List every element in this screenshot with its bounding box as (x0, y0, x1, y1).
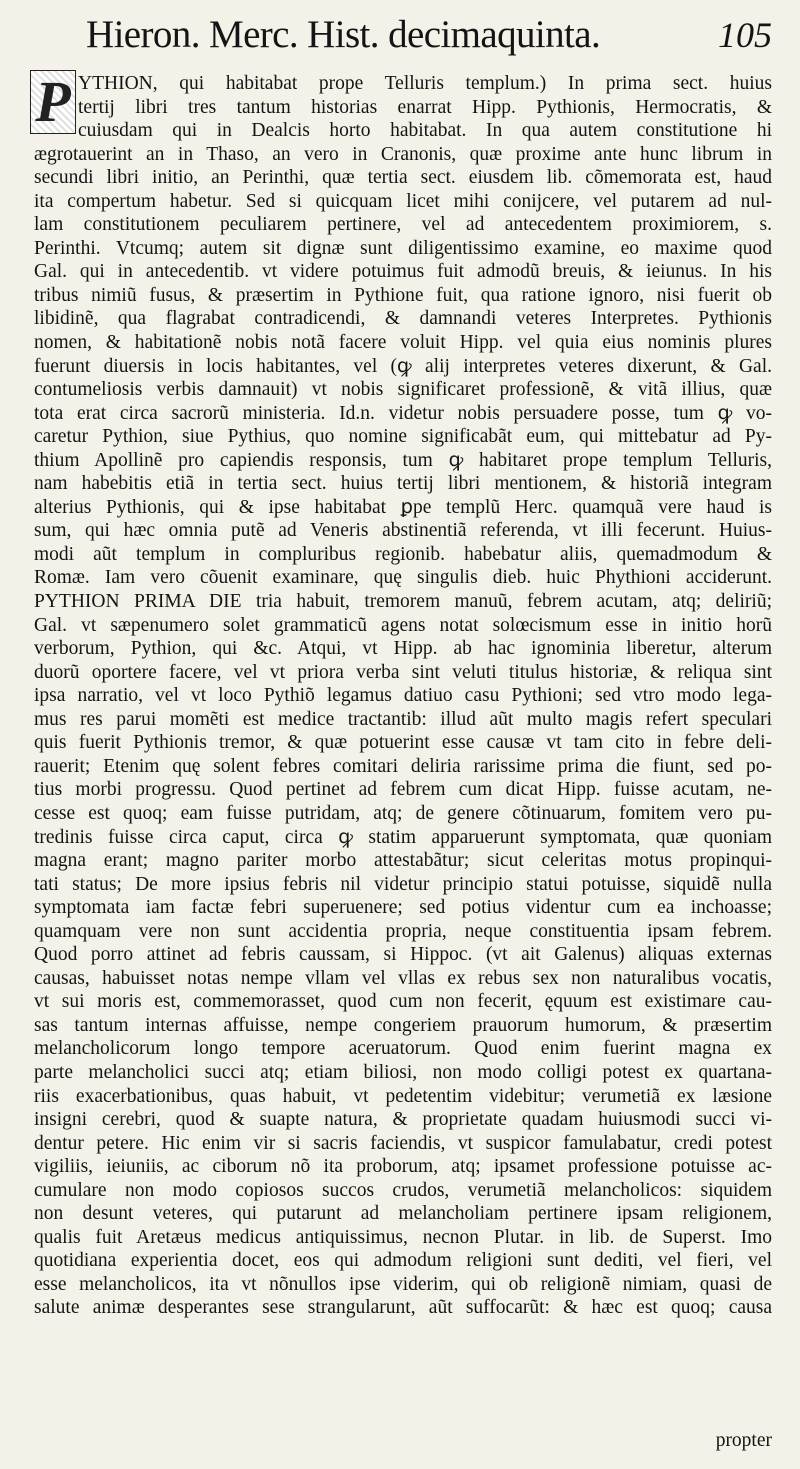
text-line: duorũ oportere facere, vel vt priora verba sint veluti titulus historiæ, & reliqua sint (34, 661, 772, 683)
text-line: secundi libri initio, an Perinthi, quæ tertia sect. eiusdem lib. cõmemorata est, haud (34, 167, 772, 189)
text-line: verborum, Pythion, qui &c. Atqui, vt Hipp. ab hac ignominia liberetur, alterum (34, 638, 772, 660)
body-text (34, 69, 772, 1320)
text-line: nam habebitis etiã in tertia sect. huius tertij libri mentionem, & historiã integram (34, 473, 772, 495)
text-line: tati status; De more ipsius febris nil videtur principio statui potuisse, siquidẽ nulla (34, 873, 772, 895)
text-line: PYTHION PRIMA DIE tria habuit, tremorem manuũ, febrem acutam, atq; deliriũ; (34, 591, 772, 613)
text-line: esse melancholicos, ita vt nõnullos ipse viderim, qui ob religionẽ nimiam, quasi de (34, 1273, 772, 1295)
text-line: Perinthi. Vtcumq; autem sit dignæ sunt diligentissimo examine, eo maxime quod (34, 237, 772, 259)
text-line: nomen, & habitationẽ nobis notã facere voluit Hipp. vel quia eius nominis plures (34, 332, 772, 354)
text-line: Romæ. Iam vero cõuenit examinare, quę singulis dieb. huic Phythioni acciderunt. (34, 567, 772, 589)
text-line: dentur petere. Hic enim vir si sacris faciendis, vt suspicor famulabatur, credi potest (34, 1132, 772, 1154)
text-line: tredinis fuisse circa caput, circa ꝙ statim apparuerunt symptomata, quæ quoniam (34, 826, 772, 848)
text-line: vigiliis, ieiuniis, ac ciborum nõ ita proborum, atq; ipsamet professione potuisse ac- (34, 1156, 772, 1178)
text-line: quamquam vere non sunt accidentia propria, neque constituentia ipsam febrem. (34, 920, 772, 942)
text-line: tribus nimiũ fusus, & præsertim in Pythione fuit, qua ratione ignoro, nisi fuerit ob (34, 284, 772, 306)
text-line: Gal. vt sæpenumero solet grammaticũ agens notat solœcismum esse in initio horũ (34, 614, 772, 636)
text-line: ægrotauerint an in Thaso, an vero in Cranonis, quæ proxime ante hunc librum in (34, 143, 772, 165)
text-line: ita compertum habetur. Sed si quicquam licet mihi conijcere, vel putarem ad nul- (34, 190, 772, 212)
running-head: Hieron. Merc. Hist. decimaquinta. (86, 13, 601, 56)
page-number: 105 (718, 15, 772, 55)
text-line: mus res parui momẽti est medice tractantib: illud aũt multo magis refert speculari (34, 708, 772, 730)
text-line: caretur Pythion, siue Pythius, quo nomine significabãt eum, qui mittebatur ad Py- (34, 426, 772, 448)
text-line: qualis fuit Aretæus medicus antiquissimus, necnon Plutar. in lib. de Superst. Imo (34, 1226, 772, 1248)
text-line: Gal. qui in antecedentib. vt videre potuimus fuit admodũ breuis, & ieiunus. In his (34, 261, 772, 283)
text-line: vt sui moris est, commemorasset, quod cum non fecerit, ęquum est existimare cau- (34, 991, 772, 1013)
text-line: YTHION, qui habitabat prope Telluris templum.) In prima sect. huius (78, 73, 772, 94)
text-line: parte melancholici succi atq; etiam biliosi, non modo colligi potest ex quartana- (34, 1061, 772, 1083)
text-line: cumulare non modo copiosos succos crudos, verumetiã melancholicos: siquidem (34, 1179, 772, 1201)
text-line: causas, habuisset notas nempe vllam vel vllas ex rebus sex non naturalibus vocatis, (34, 967, 772, 989)
text-line: riis exacerbationibus, quas habuit, vt pedetentim videbitur; verumetiã ex læsione (34, 1085, 772, 1107)
text-line: lam constitutionem peculiarem pertinere, vel ad antecedentem proximiorem, s. (34, 214, 772, 236)
text-line: salute animæ desperantes sese strangularunt, aũt suffocarũt: & hæc est quoq; causa (34, 1297, 772, 1319)
text-line: rauerit; Etenim quę solent febres comitari deliria rarissime prima die fiunt, sed po- (34, 755, 772, 777)
book-page (34, 12, 772, 1462)
text-line: quis fuerit Pythionis tremor, & quæ potuerint esse causæ vt tam cito in febre deli- (34, 732, 772, 754)
text-line: ipsa narratio, vel vt loco Pythiõ legamus datiuo casu Pythioni; sed vtro modo lega- (34, 685, 772, 707)
text-line: modi aũt templum in compluribus regionib. habebatur aliis, quemadmodum & (34, 543, 772, 565)
text-line: libidinẽ, qua flagrabat contradicendi, & damnandi veteres Interpretes. Pythionis (34, 308, 772, 330)
text-line: sas tantum internas affuisse, nempe congeriem prauorum humorum, & præsertim (34, 1014, 772, 1036)
text-line: symptomata iam factæ febri superuenere; sed potius videntur cum ea inchoasse; (34, 897, 772, 919)
text-line: cuiusdam qui in Dealcis horto habitabat. In qua autem constitutione hi (78, 120, 772, 142)
text-line: alterius Pythionis, qui & ipse habitabat ꝑpe templũ Herc. quamquã vere haud is (34, 496, 772, 518)
decorated-initial: P (30, 70, 76, 134)
text-line: melancholicorum longo tempore aceruatorum. Quod enim fuerint magna ex (34, 1038, 772, 1060)
text-line: sum, qui hæc omnia putẽ ad Veneris abstinentiã referenda, vt illi fecerunt. Huius- (34, 520, 772, 542)
text-line: thium Apollinẽ pro capiendis responsis, tum ꝙ habitaret prope templum Telluris, (34, 449, 772, 471)
text-line: fuerunt diuersis in locis habitantes, vel (ꝙ alij interpretes veteres dixerunt, & Gal. (34, 355, 772, 377)
text-line: cesse est quoq; eam fuisse putridam, atq; de genere cõtinuarum, fomitem vero pu- (34, 802, 772, 824)
text-line: tertij libri tres tantum historias enarrat Hipp. Pythionis, Hermocratis, & (78, 96, 772, 118)
text-line: non desunt veteres, qui putarunt ad melancholiam pertinere ipsam religionem, (34, 1203, 772, 1225)
text-line: tota erat circa sacrorũ ministeria. Id.n. videtur nobis persuadere posse, tum ꝙ vo- (34, 402, 772, 424)
text-line: quotidiana experientia docet, eos qui admodum religioni sunt dediti, vel fieri, vel (34, 1250, 772, 1272)
page-header (34, 12, 772, 72)
text-line: tius morbi progressu. Quod pertinet ad febrem cum dicat Hipp. fuisse acutam, ne- (34, 779, 772, 801)
text-line: Quod porro attinet ad febris caussam, si Hippoc. (vt ait Galenus) aliquas externas (34, 944, 772, 966)
text-line: contumeliosis verbis damnauit) vt nobis significaret professionẽ, & vitã illius, quæ (34, 379, 772, 401)
text-line: insigni cerebri, quod & suapte natura, & proprietate quadam huiusmodi succi vi- (34, 1109, 772, 1131)
catchword: propter (715, 1430, 772, 1451)
text-line: magna erant; magno pariter morbo attestabãtur; sicut celeritas motus propinqui- (34, 850, 772, 872)
